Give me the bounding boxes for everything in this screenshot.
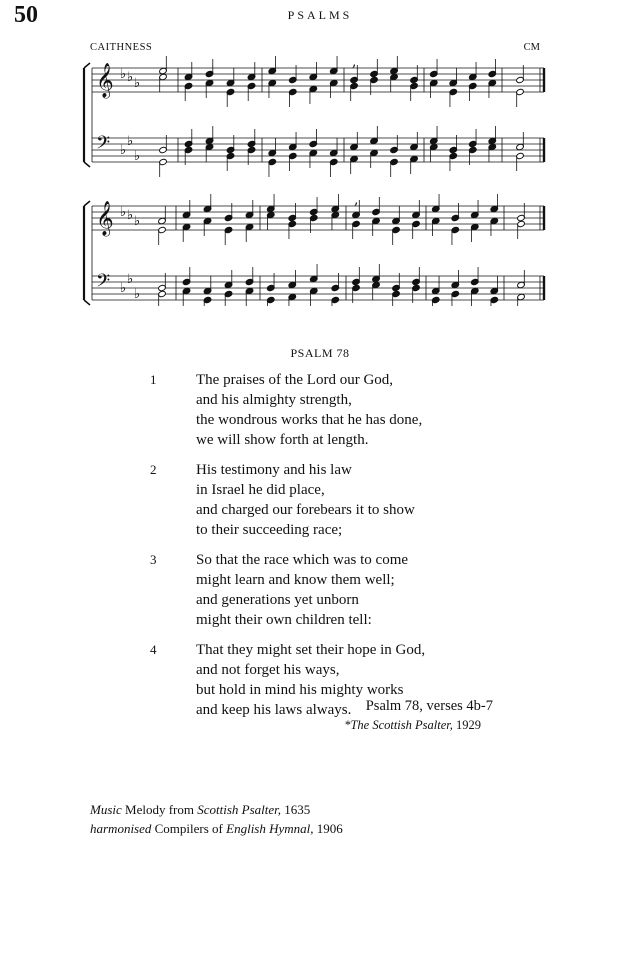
- treble-clef: 𝄞: [96, 63, 114, 98]
- flat-sign: ♭: [134, 76, 141, 91]
- bracket-top: [84, 63, 90, 68]
- verse-number: 2: [150, 462, 157, 477]
- music-credit-line: [90, 800, 343, 819]
- flat-sign: ♭: [134, 287, 141, 302]
- harmonisation-year: 1906: [316, 821, 343, 836]
- bracket-bottom: [84, 162, 90, 167]
- harmonisation-source: English Hymnal,: [226, 821, 314, 836]
- verse-line: to their succeeding race;: [196, 522, 343, 538]
- harmonisation-label: harmonised: [90, 821, 152, 836]
- verse-number: 1: [150, 372, 157, 387]
- psalm-verses: [150, 370, 510, 730]
- breath-mark: ,: [352, 56, 357, 70]
- verse-line: the wondrous works that he has done,: [196, 412, 423, 428]
- psalm-heading: PSALM 78: [290, 346, 350, 360]
- treble-clef: 𝄞: [96, 201, 114, 236]
- flat-sign: ♭: [127, 272, 134, 287]
- verse: [150, 550, 510, 630]
- verse-line: and his almighty strength,: [196, 392, 352, 408]
- translation-year: 1929: [456, 718, 481, 732]
- flat-sign: ♭: [120, 281, 127, 296]
- bass-clef: 𝄢: [96, 133, 111, 158]
- verse-line: we will show forth at length.: [196, 432, 369, 448]
- music-label: Music: [90, 802, 122, 817]
- music-credits: [90, 800, 343, 838]
- verse-line: in Israel he did place,: [196, 482, 325, 498]
- verse: [150, 460, 510, 540]
- verse-line: might their own children tell:: [196, 612, 372, 628]
- flat-sign: ♭: [134, 149, 141, 164]
- verse-number: 3: [150, 552, 157, 567]
- music-source: Scottish Psalter,: [197, 802, 282, 817]
- bracket-top: [84, 201, 90, 206]
- verse: [150, 370, 510, 450]
- verse-line: The praises of the Lord our God,: [196, 372, 394, 388]
- bracket-bottom: [84, 300, 90, 305]
- verse-line: and keep his laws always.: [196, 702, 352, 718]
- verse-line: That they might set their hope in God,: [196, 642, 426, 658]
- verse-line: His testimony and his law: [196, 462, 352, 478]
- flat-sign: ♭: [120, 143, 127, 158]
- running-title: PSALMS: [287, 8, 353, 22]
- translation-title: *The Scottish Psalter,: [344, 718, 453, 732]
- verse-line: but hold in mind his mighty works: [196, 682, 404, 698]
- bass-clef: 𝄢: [96, 271, 111, 296]
- translation-source: [344, 718, 481, 733]
- breath-mark: ,: [354, 192, 359, 208]
- flat-sign: ♭: [127, 70, 134, 85]
- verse-line: might learn and know them well;: [196, 572, 395, 588]
- tune-name: CAITHNESS: [90, 42, 153, 53]
- flat-sign: ♭: [127, 134, 134, 149]
- verse-line: and not forget his ways,: [196, 662, 340, 678]
- verse-line: So that the race which was to come: [196, 552, 409, 568]
- flat-sign: ♭: [120, 205, 127, 220]
- flat-sign: ♭: [127, 208, 134, 223]
- flat-sign: ♭: [134, 214, 141, 229]
- harmonisation-credit-line: [90, 819, 343, 838]
- verse-line: and charged our forebears it to show: [196, 502, 415, 518]
- verse-number: 4: [150, 642, 157, 657]
- scripture-reference: Psalm 78, verses 4b-7: [365, 698, 493, 714]
- page-number: 50: [14, 2, 38, 28]
- music-score: [78, 56, 550, 306]
- flat-sign: ♭: [120, 67, 127, 82]
- music-year: 1635: [284, 802, 311, 817]
- music-text: Melody from: [125, 802, 194, 817]
- verse-line: and generations yet unborn: [196, 592, 359, 608]
- tune-meter: CM: [523, 42, 540, 53]
- harmonisation-text: Compilers of: [154, 821, 223, 836]
